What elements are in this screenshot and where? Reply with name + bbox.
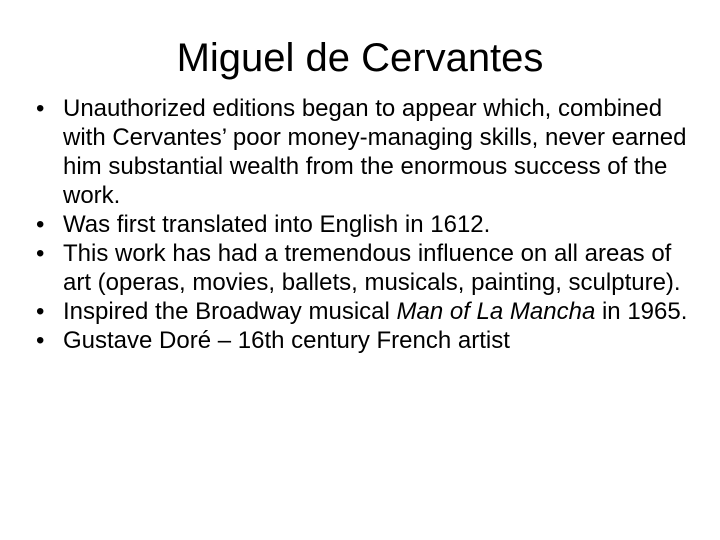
musical-title: Man of La Mancha (396, 298, 596, 325)
bullet-text-before: Inspired the Broadway musical (63, 298, 397, 325)
bullet-text: Was first translated into English in 1612. (63, 211, 491, 238)
bullet-item-broadway-musical (36, 297, 696, 326)
bullet-text-after: in 1965. (595, 298, 688, 325)
slide-title: Miguel de Cervantes (176, 36, 544, 80)
bullet-icon: • (36, 298, 45, 325)
bullet-item-unauthorized-editions (36, 94, 696, 210)
bullet-icon: • (36, 95, 45, 122)
bullet-list (36, 94, 696, 355)
bullet-icon: • (36, 211, 45, 238)
bullet-text: This work has had a tremendous influence on all areas of art (operas, movies, ballets, musicals, painting, sculpture). (63, 240, 681, 296)
bullet-item-english-translation (36, 210, 696, 239)
bullet-text: Gustave Doré – 16th century French artist (63, 327, 510, 354)
bullet-icon: • (36, 327, 45, 354)
bullet-item-gustave-dore (36, 326, 696, 355)
bullet-text: Unauthorized editions began to appear which, combined with Cervantes’ poor money-managing skills, never earned him substantial wealth from the enormous success of the work. (63, 95, 687, 209)
bullet-icon: • (36, 240, 45, 267)
bullet-item-influence-on-art (36, 239, 696, 297)
